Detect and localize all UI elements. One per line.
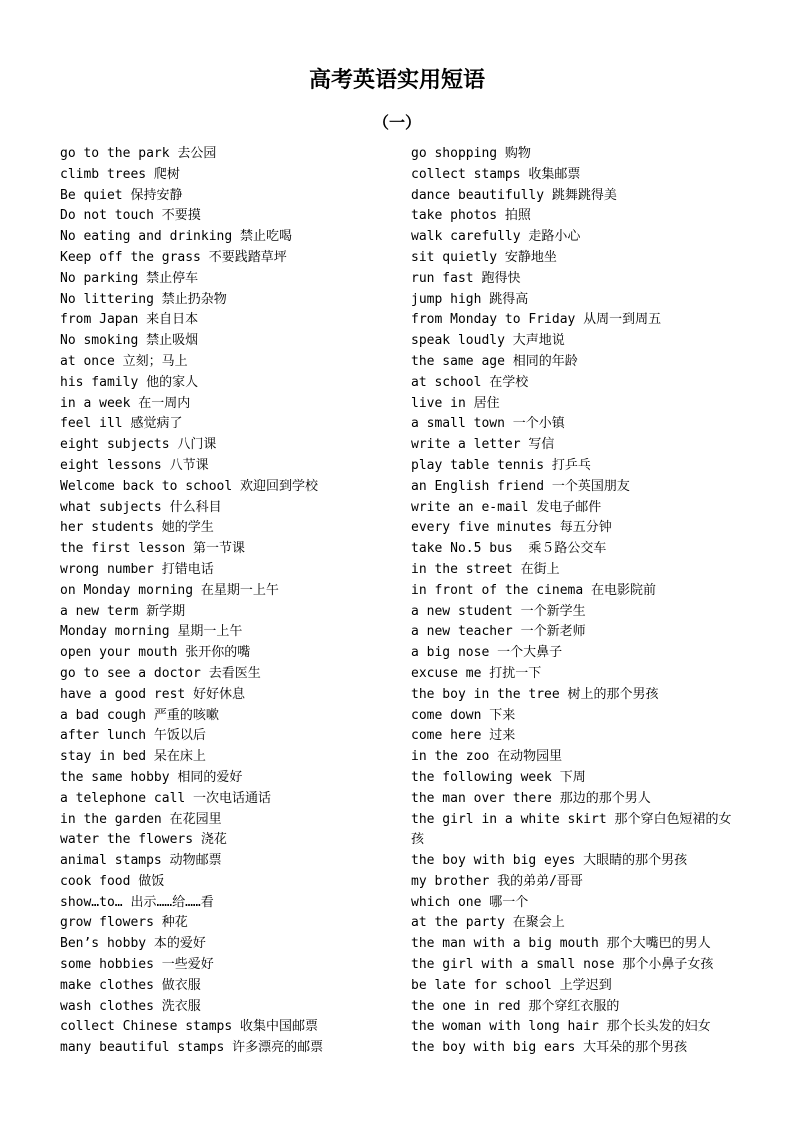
phrase-item: climb trees 爬树 [60, 166, 180, 182]
phrase-item: from Monday to Friday 从周一到周五 [411, 312, 662, 328]
phrase-item: the girl in a white skirt 那个穿白色短裙的女孩 [411, 811, 732, 848]
phrase-item: No eating and drinking 禁止吃喝 [60, 229, 293, 245]
phrase-item: Do not touch 不要摸 [60, 208, 201, 224]
phrase-item: a new student 一个新学生 [411, 603, 586, 619]
phrase-item: the woman with long hair 那个长头发的妇女 [411, 1019, 711, 1035]
phrase-item: eight subjects 八门课 [60, 437, 217, 453]
phrase-item: her students 她的学生 [60, 520, 214, 536]
phrase-item: water the flowers 浇花 [60, 832, 227, 848]
phrase-item: on Monday morning 在星期一上午 [60, 582, 279, 598]
phrase-item: Ben’s hobby 本的爱好 [60, 936, 206, 952]
phrase-item: come here 过来 [411, 728, 516, 744]
phrase-item: cook food 做饭 [60, 873, 165, 889]
phrase-item: the same age 相同的年龄 [411, 353, 578, 369]
phrase-item: many beautiful stamps 许多漂亮的邮票 [60, 1040, 324, 1056]
phrase-item: Monday morning 星期一上午 [60, 624, 243, 640]
phrase-item: No littering 禁止扔杂物 [60, 291, 227, 307]
phrase-item: his family 他的家人 [60, 374, 199, 390]
phrase-item: speak loudly 大声地说 [411, 333, 565, 349]
phrase-item: stay in bed 呆在床上 [60, 749, 206, 765]
phrase-list-right [411, 144, 741, 1059]
phrase-item: go shopping 购物 [411, 146, 531, 161]
phrase-item: some hobbies 一些爱好 [60, 957, 214, 973]
phrase-item: Welcome back to school 欢迎回到学校 [60, 478, 319, 494]
phrase-item: sit quietly 安静地坐 [411, 249, 557, 265]
phrase-item: No smoking 禁止吸烟 [60, 333, 199, 349]
phrase-item: animal stamps 动物邮票 [60, 853, 222, 869]
phrase-item: at school 在学校 [411, 374, 529, 390]
phrase-item: jump high 跳得高 [411, 291, 529, 307]
phrase-item: be late for school 上学迟到 [411, 977, 612, 993]
phrase-item: an English friend 一个英国朋友 [411, 478, 630, 494]
phrase-item: the boy in the tree 树上的那个男孩 [411, 686, 659, 702]
phrase-item: a new teacher 一个新老师 [411, 624, 586, 640]
phrase-list-left [60, 144, 395, 1059]
phrase-item: collect stamps 收集邮票 [411, 166, 581, 182]
phrase-item: in the zoo 在动物园里 [411, 749, 563, 765]
phrase-item: the boy with big eyes 大眼睛的那个男孩 [411, 853, 688, 869]
phrase-item: a telephone call 一次电话通话 [60, 790, 272, 806]
phrase-item: walk carefully 走路小心 [411, 229, 581, 245]
phrase-item: make clothes 做衣服 [60, 977, 201, 993]
phrase-item: Be quiet 保持安静 [60, 187, 183, 203]
phrase-item: the first lesson 第一节课 [60, 541, 246, 557]
phrase-item: write an e-mail 发电子邮件 [411, 499, 602, 515]
phrase-item: excuse me 打扰一下 [411, 665, 542, 681]
phrase-item: in the street 在街上 [411, 561, 560, 577]
phrase-item: the man with a big mouth 那个大嘴巴的男人 [411, 936, 711, 952]
phrase-item: take No.5 bus 乘５路公交车 [411, 541, 607, 557]
phrase-item: the man over there 那边的那个男人 [411, 790, 651, 806]
phrase-item: at once 立刻；马上 [60, 353, 188, 369]
phrase-item: a big nose 一个大鼻子 [411, 645, 563, 661]
phrase-item: my brother 我的弟弟/哥哥 [411, 873, 583, 889]
phrase-item: wrong number 打错电话 [60, 561, 214, 577]
phrase-item: live in 居住 [411, 395, 500, 411]
phrase-item: in a week 在一周内 [60, 395, 191, 411]
phrase-item: wash clothes 洗衣服 [60, 998, 201, 1014]
phrase-item: play table tennis 打乒乓 [411, 457, 591, 473]
phrase-item: a small town 一个小镇 [411, 416, 565, 432]
phrase-item: go to the park 去公园 [60, 146, 217, 161]
phrase-item: take photos 拍照 [411, 208, 531, 224]
phrase-item: have a good rest 好好休息 [60, 686, 246, 702]
phrase-item: at the party 在聚会上 [411, 915, 565, 931]
phrase-item: run fast 跑得快 [411, 270, 521, 286]
phrase-item: No parking 禁止停车 [60, 270, 199, 286]
phrase-item: in the garden 在花园里 [60, 811, 222, 827]
phrase-item: show…to… 出示……给……看 [60, 894, 214, 910]
phrase-item: what subjects 什么科目 [60, 499, 222, 515]
phrase-item: go to see a doctor 去看医生 [60, 665, 261, 681]
phrase-item: collect Chinese stamps 收集中国邮票 [60, 1019, 319, 1035]
phrase-item: in front of the cinema 在电影院前 [411, 582, 657, 598]
phrase-item: Keep off the grass 不要践踏草坪 [60, 249, 287, 265]
page-title: 高考英语实用短语 [308, 68, 485, 93]
phrase-item: eight lessons 八节课 [60, 457, 209, 473]
phrase-item: the one in red 那个穿红衣服的 [411, 998, 620, 1014]
phrase-item: a new term 新学期 [60, 603, 186, 619]
phrase-item: the boy with big ears 大耳朵的那个男孩 [411, 1040, 688, 1056]
phrase-item: the girl with a small nose 那个小鼻子女孩 [411, 957, 714, 973]
phrase-item: which one 哪一个 [411, 894, 529, 910]
phrase-item: dance beautifully 跳舞跳得美 [411, 187, 617, 203]
phrase-item: from Japan 来自日本 [60, 312, 199, 328]
phrase-item: a bad cough 严重的咳嗽 [60, 707, 219, 723]
phrase-item: the following week 下周 [411, 769, 586, 785]
phrase-item: write a letter 写信 [411, 437, 555, 453]
phrase-item: every five minutes 每五分钟 [411, 520, 612, 536]
phrase-item: grow flowers 种花 [60, 915, 188, 931]
phrase-item: come down 下来 [411, 707, 516, 723]
section-number: （一） [372, 113, 421, 132]
phrase-item: open your mouth 张开你的嘴 [60, 645, 251, 661]
phrase-item: feel ill 感觉病了 [60, 416, 183, 432]
phrase-item: after lunch 午饭以后 [60, 728, 206, 744]
phrase-item: the same hobby 相同的爱好 [60, 769, 243, 785]
